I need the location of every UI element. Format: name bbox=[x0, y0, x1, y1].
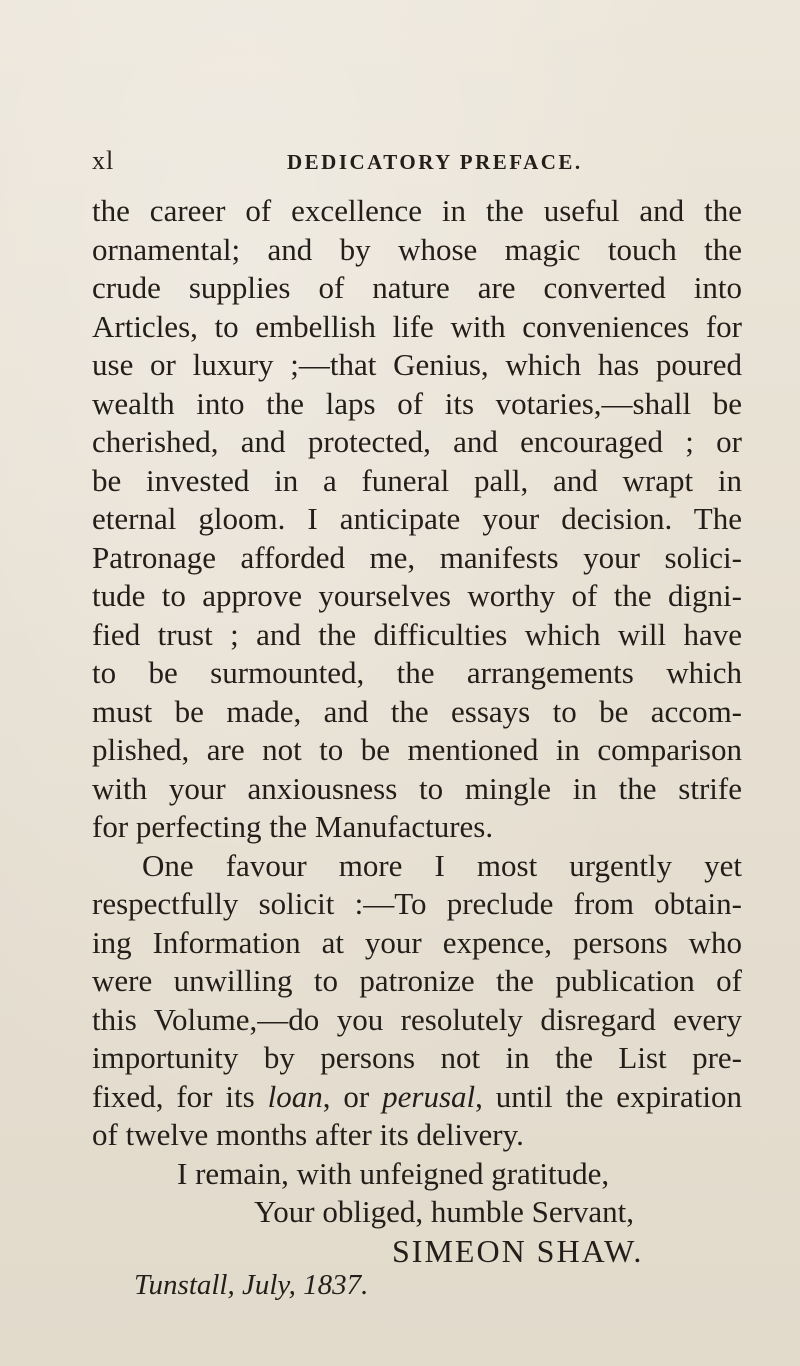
text-line: crude supplies of nature are converted into bbox=[92, 270, 742, 305]
text-line: of twelve months after its delivery. bbox=[92, 1117, 524, 1152]
text-line: were unwilling to patronize the publication of bbox=[92, 963, 742, 998]
text-line: plished, are not to be mentioned in comparison bbox=[92, 732, 742, 767]
text-fragment: , until the expiration bbox=[475, 1078, 742, 1114]
text-fragment: fixed, for its bbox=[92, 1078, 268, 1114]
text-line: the career of excellence in the useful and the bbox=[92, 193, 742, 228]
closing-line: I remain, with unfeigned gratitude, bbox=[177, 1155, 610, 1191]
place-and-date: Tunstall, July, 1837. bbox=[134, 1268, 369, 1301]
text-line: be invested in a funeral pall, and wrapt in bbox=[92, 462, 742, 498]
paragraph-2 bbox=[92, 847, 742, 1155]
text-line: ing Information at your expence, persons who bbox=[92, 924, 742, 960]
page-number: xl bbox=[92, 146, 115, 175]
text-line: with your anxiousness to mingle in the strife bbox=[92, 770, 742, 806]
text-line: Patronage afforded me, manifests your solici- bbox=[92, 539, 742, 575]
paragraph-1 bbox=[92, 192, 742, 847]
text-fragment: , or bbox=[322, 1078, 383, 1114]
text-line: cherished, and protected, and encouraged ; or bbox=[92, 424, 742, 459]
signature: SIMEON SHAW. bbox=[392, 1232, 644, 1269]
text-line: Articles, to embellish life with conveniences for bbox=[92, 308, 742, 344]
page-header bbox=[92, 146, 742, 186]
closing-block bbox=[92, 1155, 742, 1305]
text-line: to be surmounted, the arrangements which bbox=[92, 655, 742, 690]
text-line: importunity by persons not in the List pre- bbox=[92, 1040, 742, 1075]
text-line: One favour more I most urgently yet bbox=[142, 847, 742, 883]
text-line bbox=[92, 1078, 742, 1117]
text-line: tude to approve yourselves worthy of the digni- bbox=[92, 578, 742, 613]
italic-word-perusal: perusal bbox=[382, 1078, 476, 1114]
body-text bbox=[92, 192, 742, 1304]
text-line: ornamental; and by whose magic touch the bbox=[92, 231, 742, 267]
closing-line: Your obliged, humble Servant, bbox=[254, 1194, 635, 1229]
italic-word-loan: loan bbox=[267, 1078, 323, 1114]
text-line: for perfecting the Manufactures. bbox=[92, 809, 494, 844]
text-line: must be made, and the essays to be accom- bbox=[92, 693, 742, 729]
text-line: respectfully solicit :—To preclude from obtain- bbox=[92, 886, 742, 921]
text-line: fied trust ; and the difficulties which will have bbox=[92, 616, 742, 652]
text-line: this Volume,—do you resolutely disregard every bbox=[92, 1001, 742, 1037]
text-line: eternal gloom. I anticipate your decision. The bbox=[92, 501, 742, 536]
text-line: use or luxury ;—that Genius, which has poured bbox=[92, 347, 742, 382]
text-line: wealth into the laps of its votaries,—shall be bbox=[92, 385, 742, 421]
running-head: DEDICATORY PREFACE. bbox=[287, 150, 583, 174]
